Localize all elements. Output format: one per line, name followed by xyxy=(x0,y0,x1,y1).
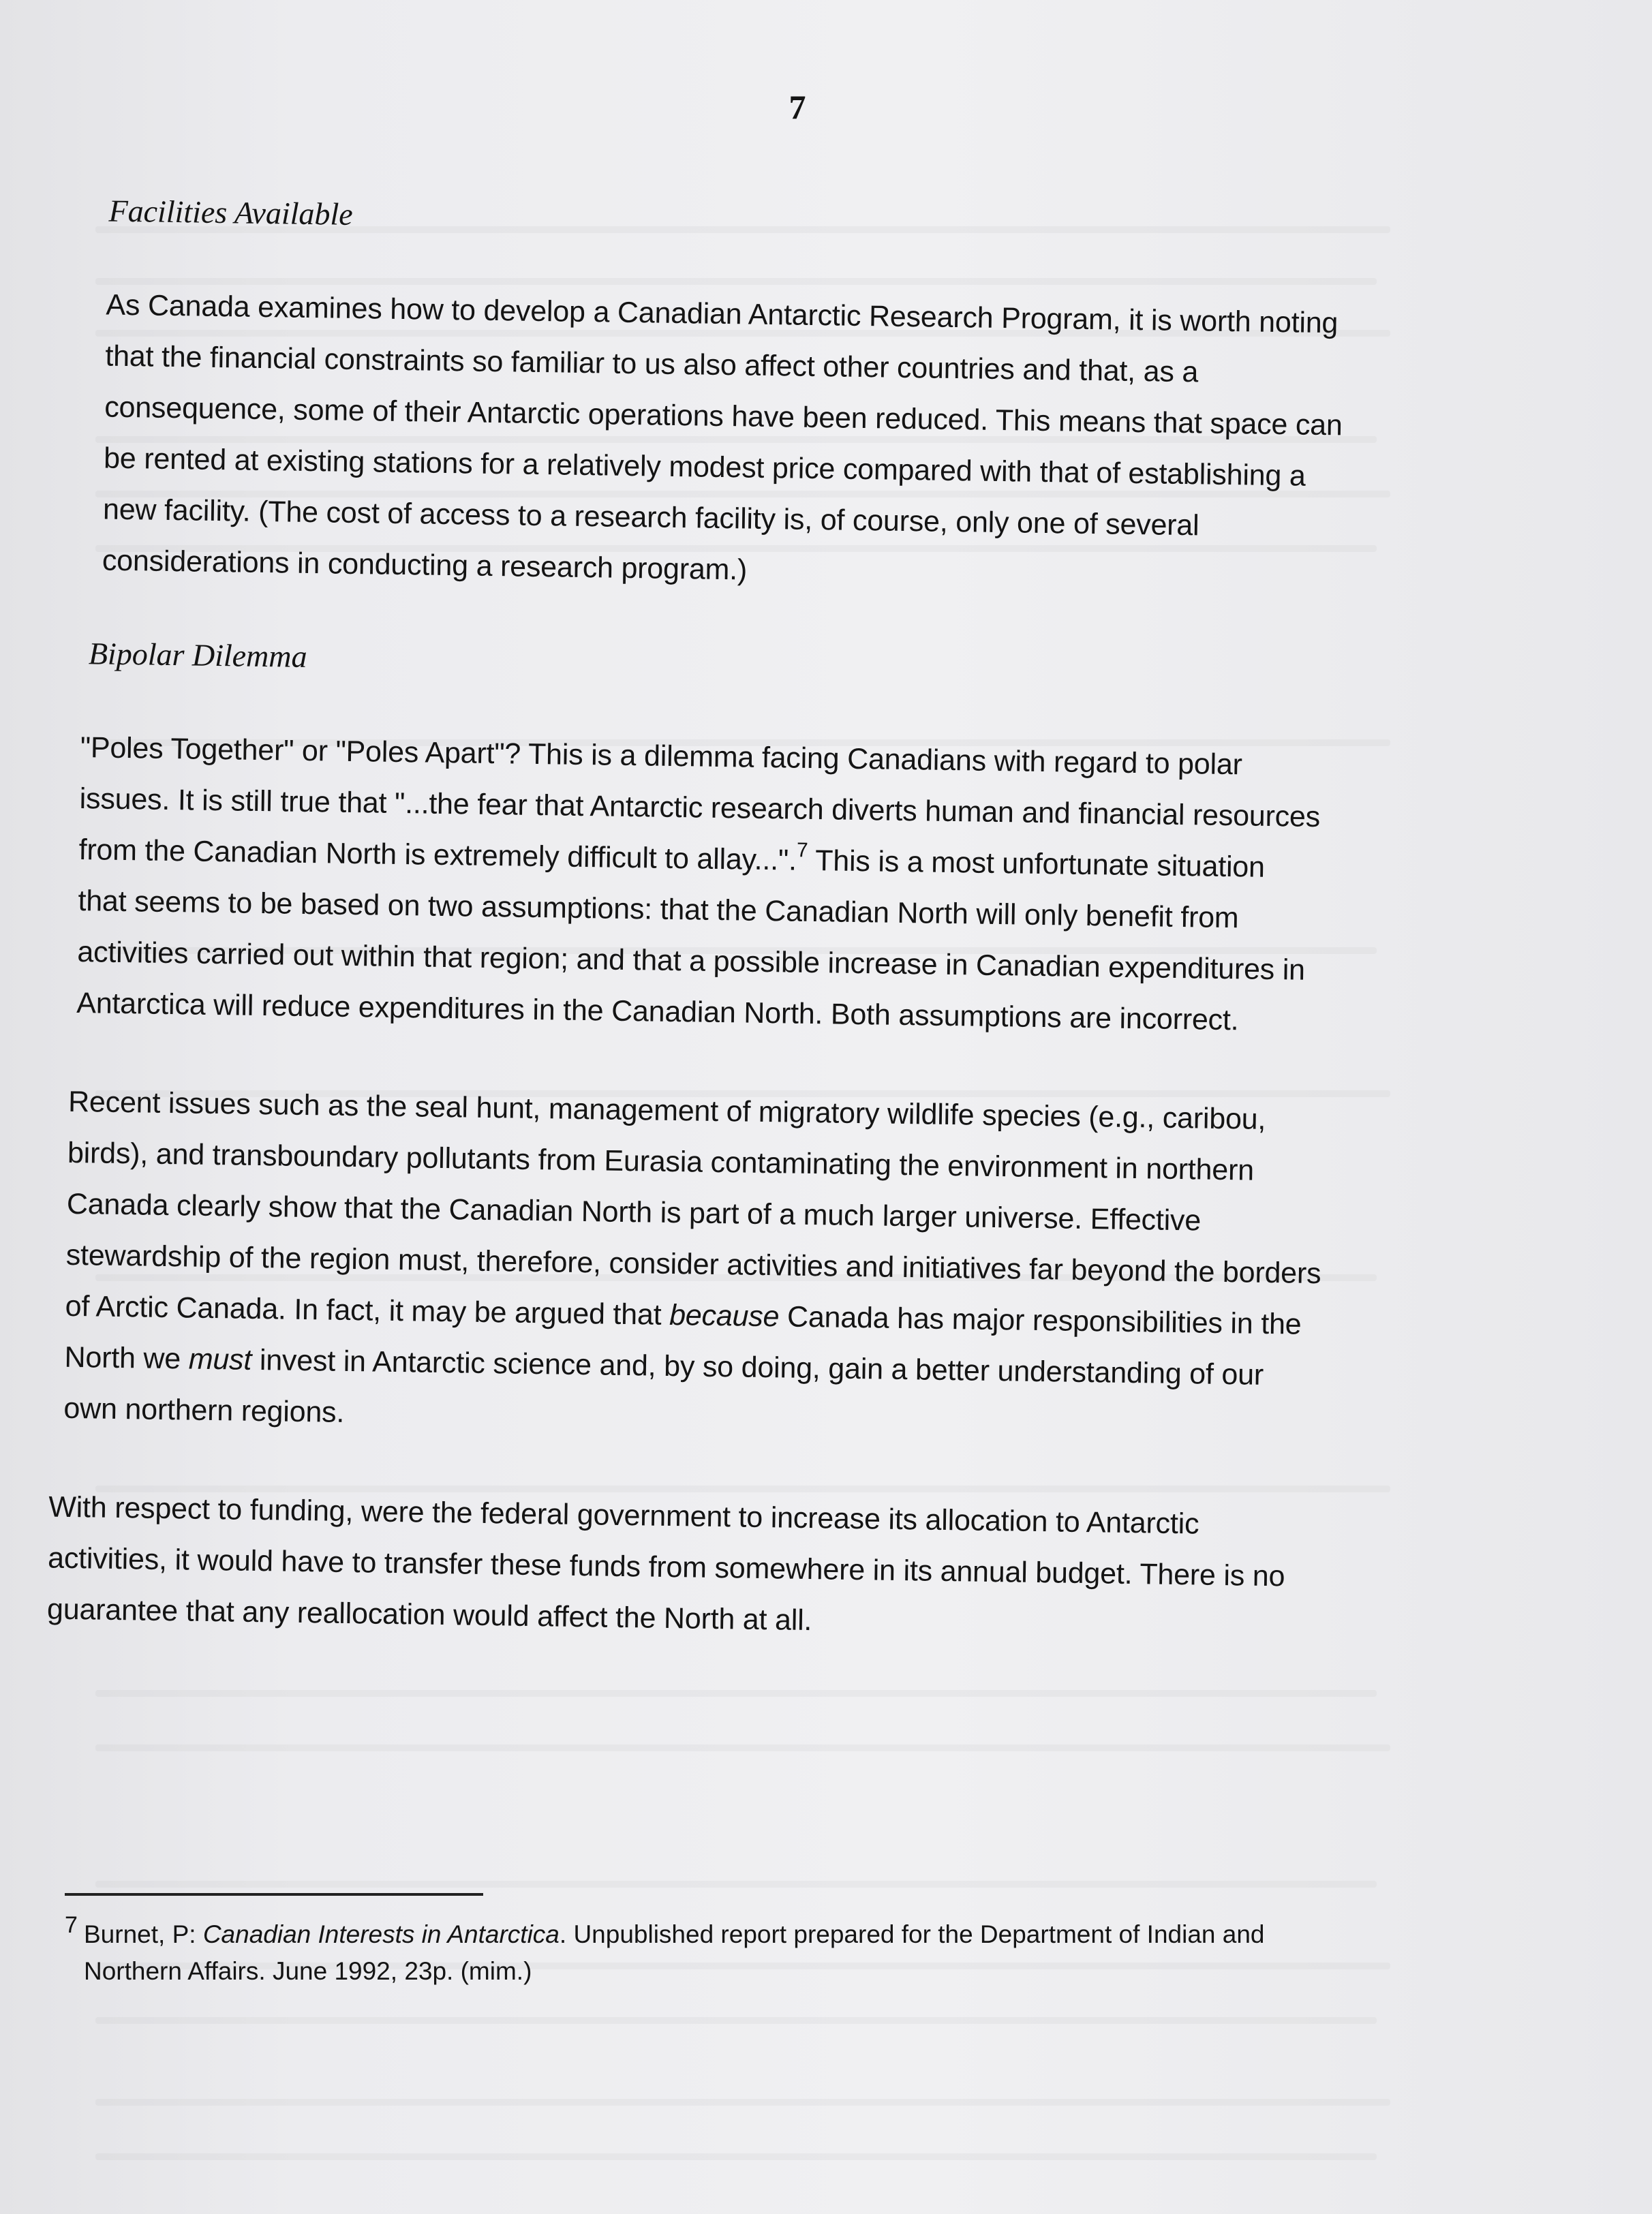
footnote-author: Burnet, P: xyxy=(84,1920,203,1948)
emphasis: must xyxy=(188,1342,252,1377)
text-segment: . Unpublished report prepared for the Department of Indian and xyxy=(559,1920,1265,1948)
text-segment: invest in Antarctic science and, by so doing, gain a better understanding of our xyxy=(251,1343,1264,1392)
text-line: that the financial constraints so familiar to us also affect other countries and that, as a xyxy=(105,339,1199,389)
text-line: birds), and transboundary pollutants from Eurasia contaminating the environment in northern xyxy=(67,1136,1255,1187)
text-line: issues. It is still true that "...the fear that Antarctic research diverts human and financial resources xyxy=(79,782,1321,834)
text-line: consequence, some of their Antarctic operations have been reduced. This means that space can xyxy=(104,390,1343,442)
text-segment: North we xyxy=(64,1340,189,1376)
text-line: As Canada examines how to develop a Canadian Antarctic Research Program, it is worth noting xyxy=(106,288,1339,340)
text-segment: This is a most unfortunate situation xyxy=(807,844,1266,884)
text-line: guarantee that any reallocation would affect the North at all. xyxy=(46,1593,812,1638)
text-line: Recent issues such as the seal hunt, management of migratory wildlife species (e.g., caribou, xyxy=(67,1085,1266,1136)
page-number: 7 xyxy=(789,88,806,126)
footnote xyxy=(65,1912,1462,1990)
text-line: own northern regions. xyxy=(63,1392,345,1429)
text-segment: Canada has major responsibilities in the xyxy=(778,1300,1302,1341)
page-body xyxy=(46,191,1452,1704)
footnote-reference[interactable]: 7 xyxy=(796,839,808,862)
text-line: considerations in conducting a research program.) xyxy=(102,544,748,587)
text-segment: from the Canadian North is extremely difficult to allay...". xyxy=(78,833,797,877)
text-line: that seems to be based on two assumptions: that the Canadian North will only benefit from xyxy=(78,885,1239,935)
emphasis: because xyxy=(669,1298,780,1334)
section-heading-bipolar: Bipolar Dilemma xyxy=(88,636,307,674)
paragraph-funding xyxy=(47,1481,1433,1655)
footnote-marker: 7 xyxy=(65,1912,78,1938)
footnote-title: Canadian Interests in Antarctica xyxy=(202,1920,560,1948)
text-segment: of Arctic Canada. In fact, it may be argued that xyxy=(65,1289,670,1332)
footnote-divider xyxy=(65,1893,483,1896)
text-line: activities carried out within that region; and that a possible increase in Canadian expenditures in xyxy=(77,936,1306,987)
text-line: new facility. (The cost of access to a research facility is, of course, only one of several xyxy=(102,493,1199,542)
paragraph-recent-issues xyxy=(63,1077,1439,1455)
text-line xyxy=(84,1916,1462,1953)
section-heading-facilities: Facilities Available xyxy=(108,193,354,232)
text-line: With respect to funding, were the federal government to increase its allocation to Antarctic xyxy=(48,1490,1199,1541)
text-line: stewardship of the region must, therefore, consider activities and initiatives far beyond the borders xyxy=(65,1238,1321,1291)
text-line: Canada clearly show that the Canadian North is part of a much larger universe. Effective xyxy=(66,1187,1202,1237)
footnote-text xyxy=(84,1916,1462,1990)
paragraph-facilities xyxy=(102,280,1450,606)
text-line: Northern Affairs. June 1992, 23p. (mim.) xyxy=(84,1957,532,1985)
text-line: be rented at existing stations for a relatively modest price compared with that of establishing a xyxy=(103,442,1306,493)
text-line: "Poles Together" or "Poles Apart"? This is a dilemma facing Canadians with regard to polar xyxy=(80,731,1243,782)
text-line: activities, it would have to transfer these funds from somewhere in its annual budget. There is no xyxy=(47,1541,1285,1593)
text-line: Antarctica will reduce expenditures in the Canadian North. Both assumptions are incorrect. xyxy=(76,987,1239,1037)
paragraph-poles xyxy=(76,722,1443,1049)
